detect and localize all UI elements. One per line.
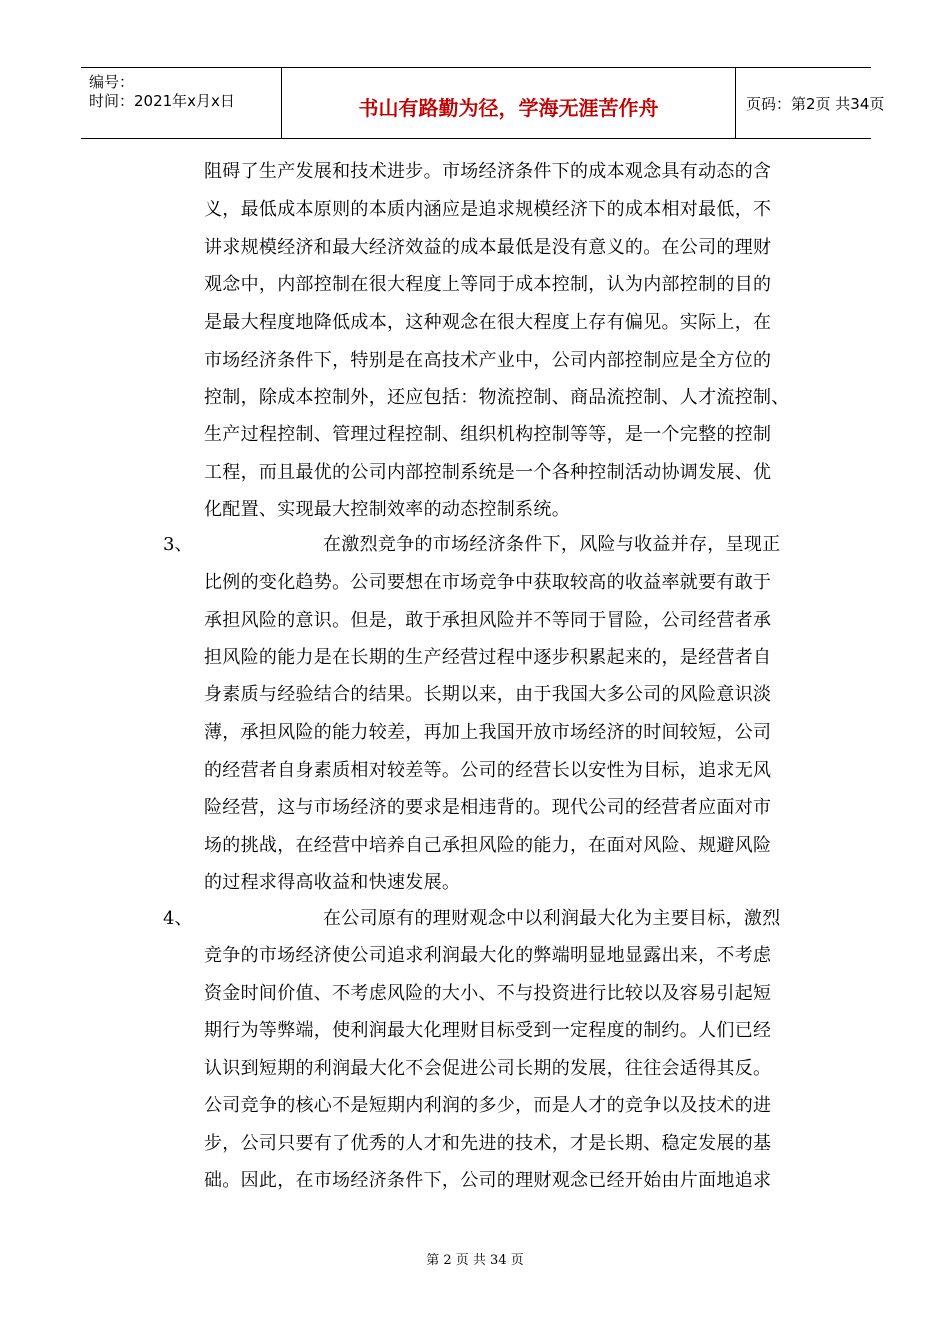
body-line: 的经营者自身素质相对较差等。公司的经营长以安性为目标，追求无风 — [204, 760, 772, 781]
header-page-info: 页码：第2页 共34页 — [746, 95, 885, 113]
body-line: 义，最低成本原则的本质内涵应是追求规模经济下的成本相对最低，不 — [204, 199, 772, 220]
number-label: 编号： — [89, 73, 135, 91]
document-header — [81, 67, 885, 139]
body-line: 承担风险的意识。但是，敢于承担风险并不等同于冒险，公司经营者承 — [204, 610, 772, 631]
body-line: 化配置、实现最大控制效率的动态控制系统。 — [204, 499, 570, 520]
body-line: 公司竞争的核心不是短期内利润的多少，而是人才的竞争以及技术的进 — [204, 1095, 772, 1116]
body-line: 控制，除成本控制外，还应包括：物流控制、商品流控制、人才流控制、 — [204, 387, 790, 408]
body-line: 工程，而且最优的公司内部控制系统是一个各种控制活动协调发展、优 — [204, 462, 772, 483]
page-footer: 第 2 页 共 34 页 — [426, 1253, 524, 1268]
body-line: 薄，承担风险的能力较差，再加上我国开放市场经济的时间较短，公司 — [204, 722, 772, 743]
time-label: 时间：2021年x月x日 — [89, 92, 235, 110]
body-line: 是最大程度地降低成本，这种观念在很大程度上存有偏见。实际上，在 — [204, 312, 772, 333]
body-line: 的过程求得高收益和快速发展。 — [204, 872, 461, 893]
body-line: 市场经济条件下，特别是在高技术产业中，公司内部控制应是全方位的 — [204, 350, 772, 371]
item-number-4: 4、 — [163, 908, 193, 929]
body-line: 步，公司只要有了优秀的人才和先进的技术，才是长期、稳定发展的基 — [204, 1133, 772, 1154]
header-left-cell — [81, 68, 282, 138]
header-motto: 书山有路勤为径，学海无涯苦作舟 — [358, 96, 659, 120]
body-line: 险经营，这与市场经济的要求是相违背的。现代公司的经营者应面对市 — [204, 797, 772, 818]
body-line: 生产过程控制、管理过程控制、组织机构控制等等，是一个完整的控制 — [204, 424, 772, 445]
body-line: 讲求规模经济和最大经济效益的成本最低是没有意义的。在公司的理财 — [204, 237, 772, 258]
body-line: 身素质与经验结合的结果。长期以来，由于我国大多公司的风险意识淡 — [204, 684, 772, 705]
body-line: 资金时间价值、不考虑风险的大小、不与投资进行比较以及容易引起短 — [204, 983, 772, 1004]
header-right-cell — [736, 68, 885, 138]
body-line: 认识到短期的利润最大化不会促进公司长期的发展，往往会适得其反。 — [204, 1058, 772, 1079]
body-line: 在激烈竞争的市场经济条件下，风险与收益并存，呈现正 — [323, 534, 781, 555]
body-line: 础。因此，在市场经济条件下，公司的理财观念已经开始由片面地追求 — [204, 1170, 772, 1191]
body-line: 在公司原有的理财观念中以利润最大化为主要目标，激烈 — [323, 908, 781, 929]
body-line: 观念中，内部控制在很大程度上等同于成本控制，认为内部控制的目的 — [204, 274, 772, 295]
body-line: 比例的变化趋势。公司要想在市场竞争中获取较高的收益率就要有敢于 — [204, 572, 772, 593]
body-line: 担风险的能力是在长期的生产经营过程中逐步积累起来的，是经营者自 — [204, 647, 772, 668]
body-line: 场的挑战，在经营中培养自己承担风险的能力，在面对风险、规避风险 — [204, 835, 772, 856]
body-line: 阻碍了生产发展和技术进步。市场经济条件下的成本观念具有动态的含 — [204, 161, 772, 182]
body-line: 期行为等弊端，使利润最大化理财目标受到一定程度的制约。人们已经 — [204, 1020, 772, 1041]
item-number-3: 3、 — [163, 534, 193, 555]
body-line: 竞争的市场经济使公司追求利润最大化的弊端明显地显露出来，不考虑 — [204, 945, 772, 966]
header-center-cell — [282, 68, 736, 138]
